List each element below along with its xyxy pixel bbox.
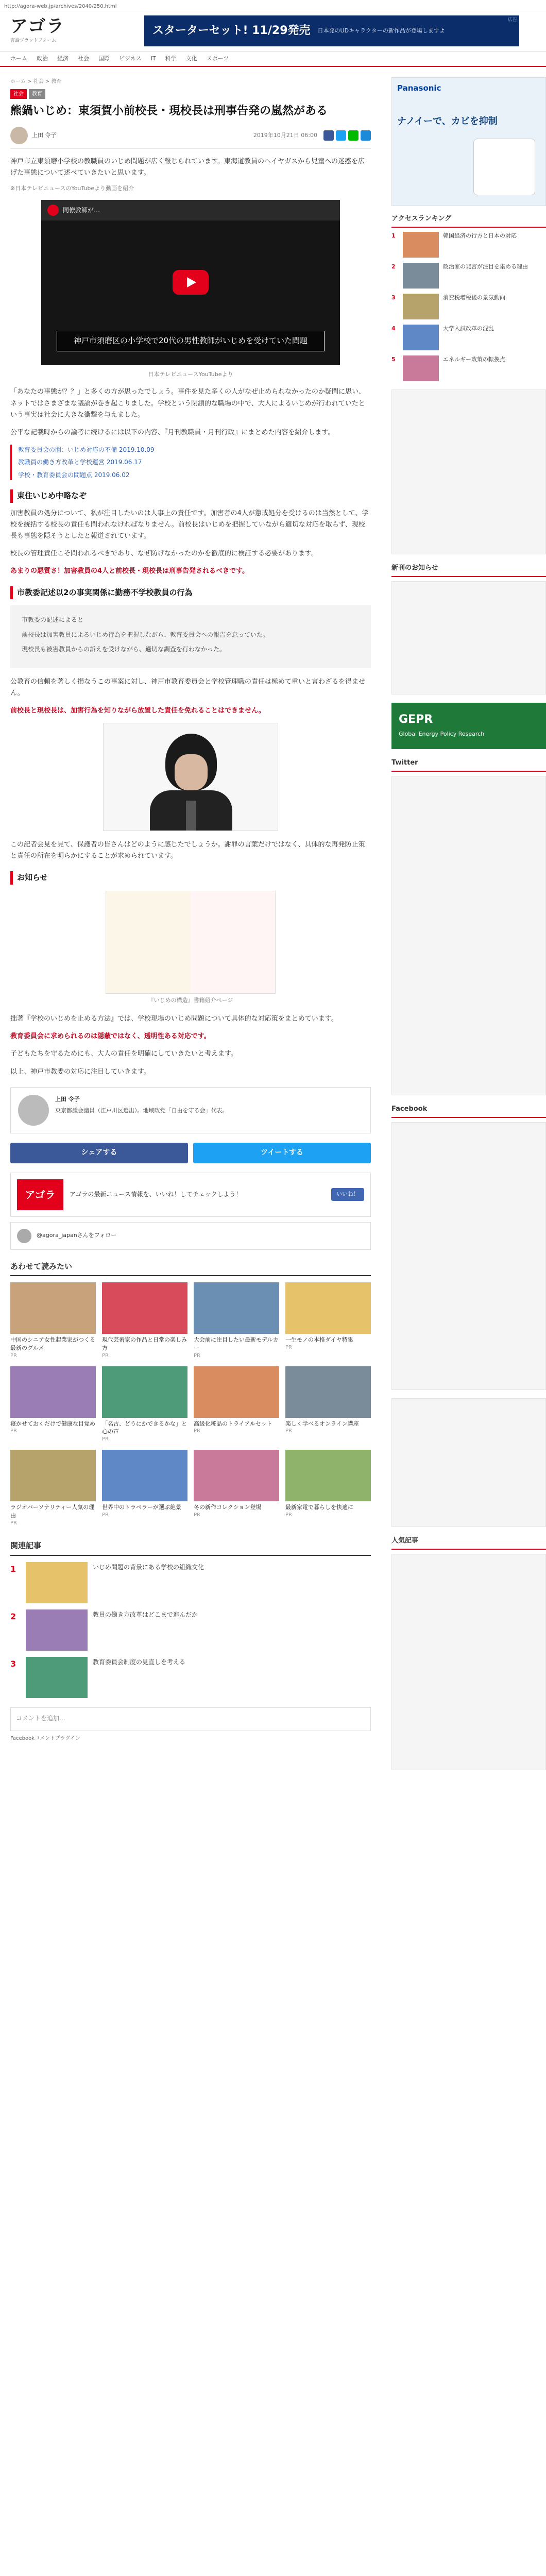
card-pr: PR	[194, 1512, 200, 1518]
top-banner-ad[interactable]	[144, 15, 519, 46]
like-text: アゴラの最新ニュース情報を、いいね！してチェックしよう！	[70, 1191, 242, 1198]
book-image	[106, 891, 276, 994]
card-image	[285, 1282, 371, 1334]
card-title: 最新家電で暮らしを快適に	[285, 1503, 353, 1511]
facebook-share-button[interactable]	[10, 1143, 188, 1163]
card-title: 高級化粧品のトライアルセット	[194, 1420, 272, 1427]
nav-item[interactable]: IT	[150, 55, 156, 62]
sidebar-ranking-item[interactable]	[391, 355, 546, 381]
rank-title: 消費税増税後の景気動向	[443, 294, 505, 301]
ad-tag: 広告	[507, 18, 517, 23]
body-paragraph: 校長の管理責任こそ問われるべきであり、なぜ防げなかったのかを徹底的に検証する必要があります。	[10, 549, 318, 557]
press-conference-photo	[103, 723, 278, 831]
facebook-icon[interactable]	[323, 130, 334, 141]
ad-brand: Panasonic	[397, 83, 441, 93]
publish-date: 2019年10月21日 06:00	[253, 131, 317, 139]
video-caption: 神戸市須磨区の小学校で20代の男性教師がいじめを受けていた問題	[57, 331, 325, 351]
sidebar-ranking-title: アクセスランキング	[391, 213, 546, 228]
ad-text: 日本発のUDキャラクターの新作品が登場しますよ	[317, 27, 445, 34]
site-thumb: アゴラ	[17, 1179, 63, 1210]
rank-title: 教育委員会制度の見直しを考える	[93, 1658, 186, 1666]
twitter-follow-box[interactable]	[10, 1222, 371, 1250]
related-link[interactable]: 教育委員会の闇：いじめ対応の不備 2019.10.09	[18, 446, 155, 453]
facebook-widget	[391, 1104, 546, 1390]
comment-input[interactable]: コメントを追加...	[10, 1707, 371, 1731]
gepr-text: Global Energy Policy Research	[399, 730, 485, 737]
card-image	[102, 1282, 187, 1334]
recommend-card[interactable]	[194, 1450, 279, 1527]
sidebar-ranking-item[interactable]	[391, 232, 546, 258]
ranking-title: 関連記事	[10, 1539, 371, 1556]
emphasis-text: 教育委員会に求められるのは隠蔽ではなく、透明性ある対応です。	[10, 1032, 211, 1041]
section-heading: お知らせ	[10, 871, 371, 885]
twitter-feed[interactable]	[391, 776, 546, 1095]
ranking-item[interactable]	[10, 1562, 371, 1603]
popular-title: 人気記事	[391, 1535, 546, 1550]
card-title: 楽しく学べるオンライン講座	[285, 1420, 359, 1427]
recommend-card[interactable]	[102, 1366, 187, 1444]
section-heading: 東住いじめ中略なぞ	[10, 489, 371, 503]
site-logo[interactable]	[10, 18, 65, 45]
card-title: 中国のシニア女性起業家がつくる最新のグルメ	[10, 1336, 95, 1352]
nav-item[interactable]: 経済	[57, 55, 69, 62]
embedded-video[interactable]	[41, 200, 340, 365]
sidebar-ad-2[interactable]	[391, 1398, 546, 1527]
logo-text: アゴラ	[10, 16, 65, 37]
rank-image	[26, 1562, 88, 1603]
main-column	[10, 77, 371, 1743]
card-pr: PR	[285, 1428, 292, 1434]
article-title: 熊鍋いじめ：東須賀小前校長・現校長は刑事告発の嵐然がある	[10, 105, 328, 117]
nav-item[interactable]: スポーツ	[206, 55, 229, 62]
author-name[interactable]: 上田 令子	[32, 131, 57, 139]
card-title: 一生モノの本格ダイヤ特集	[285, 1336, 353, 1344]
follow-text: @agora_japanさんをフォロー	[37, 1232, 117, 1239]
card-pr: PR	[285, 1512, 292, 1518]
tag-education[interactable]: 教育	[29, 89, 45, 99]
card-pr: PR	[10, 1520, 17, 1526]
card-image	[194, 1282, 279, 1334]
gepr-banner[interactable]	[391, 703, 546, 749]
card-pr: PR	[285, 1345, 292, 1351]
book-cover-image[interactable]	[391, 581, 546, 694]
emphasis-text: あまりの悪質さ！加害教員の4人と前校長・現校長は刑事告発されるべきです。	[10, 567, 249, 575]
rank-title: 政治家の発言が注目を集める理由	[443, 263, 528, 270]
author-row	[10, 127, 371, 149]
card-image	[10, 1282, 96, 1334]
related-link[interactable]: 教職員の働き方改革と学校運営 2019.06.17	[18, 459, 142, 466]
rank-title: エネルギー政策の転換点	[443, 356, 505, 363]
book-page-right	[191, 891, 275, 993]
card-image	[102, 1366, 187, 1418]
rank-image	[403, 355, 439, 381]
recommend-card[interactable]	[194, 1366, 279, 1444]
channel-icon	[47, 205, 59, 216]
article-lead	[10, 156, 371, 194]
like-button[interactable]: いいね！	[331, 1188, 364, 1201]
sidebar-map-ad[interactable]	[391, 389, 546, 554]
tag-social[interactable]: 社会	[10, 89, 27, 99]
recommend-card[interactable]	[194, 1282, 279, 1360]
rank-image	[403, 294, 439, 319]
popular-list	[391, 1554, 546, 1770]
video-topbar	[41, 200, 340, 221]
site-header	[0, 11, 546, 52]
author-profile-name[interactable]: 上田 令子	[55, 1095, 80, 1103]
ad-copy: ナノイーで、カビを抑制	[397, 116, 498, 127]
author-profile-box	[10, 1087, 371, 1133]
card-title: 冬の新作コレクション登場	[194, 1503, 262, 1511]
article-body	[10, 386, 371, 1077]
lead-note: ※日本テレビニュースのYouTubeより動画を紹介	[10, 185, 134, 192]
recommend-grid	[10, 1282, 371, 1527]
nav-item[interactable]: 国際	[98, 55, 110, 62]
author-info	[10, 127, 57, 144]
rank-number: 4	[391, 325, 396, 332]
card-image	[285, 1366, 371, 1418]
body-paragraph: 拙著『学校のいじめを止める方法』では、学校現場のいじめ問題について具体的な対応策をまとめています。	[10, 1015, 338, 1023]
facebook-share-label: シェアする	[81, 1148, 117, 1157]
rank-number: 2	[10, 1611, 16, 1621]
emphasis-text: 前校長と現校長は、加害行為を知りながら放置した責任を免れることはできません。	[10, 706, 265, 715]
twitter-share-label: ツイートする	[261, 1148, 303, 1157]
sidebar-ranking	[391, 213, 546, 381]
section-heading: 市教委記述以2の事実関係に勤務不学校教員の行為	[10, 586, 371, 600]
card-pr: PR	[194, 1428, 200, 1434]
twitter-avatar-icon	[17, 1229, 31, 1243]
book-caption: 『いじめの構造』書籍紹介ページ	[148, 996, 233, 1004]
ranking-item[interactable]	[10, 1609, 371, 1651]
rank-number: 1	[391, 232, 396, 240]
sidebar	[391, 77, 546, 1778]
quote-line: 現校長も被害教員からの訴えを受けながら、適切な調査を行わなかった。	[22, 646, 226, 653]
card-title: 大会前に注目したい最新モデルカー	[194, 1336, 279, 1352]
gepr-title: GEPR	[399, 713, 433, 726]
twitter-icon[interactable]	[336, 130, 346, 141]
card-title: 寝かせておくだけで健康な目覚め	[10, 1420, 95, 1427]
ad-product-image	[473, 139, 535, 195]
twitter-title: Twitter	[391, 757, 546, 772]
video-credit: 日本テレビニュースYouTubeより	[148, 370, 233, 378]
card-pr: PR	[102, 1436, 109, 1443]
line-icon[interactable]	[348, 130, 359, 141]
quote-line: 市教委の記述によると	[22, 616, 84, 624]
card-image	[285, 1450, 371, 1501]
body-paragraph: 公教育の信頼を著しく損なうこの事案に対し、神戸市教育委員会と学校管理職の責任は極めて重いと言わざるを得ません。	[10, 677, 366, 697]
facebook-feed[interactable]	[391, 1122, 546, 1390]
blockquote	[10, 605, 371, 668]
video-title[interactable]: 同僚教師が…	[63, 206, 100, 214]
related-links	[10, 445, 371, 480]
card-pr: PR	[194, 1353, 200, 1359]
body-paragraph: 加害教員の処分について、私が注目したいのは人事上の責任です。加害者の4人が懲戒処分を受けるのは当然として、学校を統括する校長の責任も問われなければなりません。前校長はいじめを把握していながら適切な対応を取らず、現校長も事態を隠そうとしたと報道されています。	[10, 509, 369, 540]
card-title: 現代芸術家の作品と日常の楽しみ方	[102, 1336, 187, 1352]
sidebar-ranking-item[interactable]	[391, 325, 546, 350]
card-image	[194, 1450, 279, 1501]
sidebar-ranking-item[interactable]	[391, 263, 546, 289]
recommend-card[interactable]	[285, 1450, 371, 1527]
body-paragraph: この記者会見を見て、保護者の皆さんはどのように感じたでしょうか。謝罪の言葉だけではなく、具体的な再発防止策と責任の所在を明らかにすることが求められています。	[10, 840, 365, 860]
breadcrumb: ホーム > 社会 > 教育	[10, 79, 62, 84]
hatena-icon[interactable]	[361, 130, 371, 141]
avatar[interactable]	[10, 127, 28, 144]
rank-title: いじめ問題の背景にある学校の組織文化	[93, 1563, 204, 1571]
card-image	[194, 1366, 279, 1418]
sidebar-book	[391, 563, 546, 694]
nav-item[interactable]: 科学	[165, 55, 177, 62]
rank-title: 大学入試改革の混乱	[443, 325, 494, 332]
body-paragraph: 「あなたの事態が？？」と多くの方が思ったでしょう。事件を見た多くの人がなぜ止められなかったのか疑問に思い、ネットではさまざまな議論が巻き起こりました。学校という閉鎖的な職場の中で、大人によるいじめが行われていたという事実は社会に大きな衝撃を与えました。	[10, 388, 366, 419]
rank-image	[26, 1657, 88, 1698]
facebook-comment-plugin: Facebookコメントプラグイン	[10, 1735, 81, 1741]
related-ranking	[10, 1539, 371, 1698]
rank-title: 韓国経済の行方と日本の対応	[443, 232, 517, 240]
url-bar[interactable]: http://agora-web.jp/archives/2040/250.html	[0, 0, 546, 11]
card-pr: PR	[102, 1353, 109, 1359]
body-paragraph: 子どもたちを守るためにも、大人の責任を明確にしていきたいと考えます。	[10, 1050, 237, 1058]
recommend-card[interactable]	[10, 1366, 96, 1444]
share-buttons	[10, 1143, 371, 1163]
related-link[interactable]: 学校・教育委員会の問題点 2019.06.02	[18, 471, 130, 479]
nav-item[interactable]: 社会	[78, 55, 89, 62]
global-nav	[0, 52, 546, 67]
rank-image	[403, 263, 439, 289]
twitter-timeline	[391, 757, 546, 1095]
category-tags	[10, 89, 371, 99]
lead-paragraph: 神戸市立東須磨小学校の教職員のいじめ問題が広く報じられています。東海道教員のヘイヤガスから児童への迷惑を広げた事態について述べていきたいと思います。	[10, 157, 365, 177]
rank-number: 2	[391, 263, 396, 270]
nav-item[interactable]: ビジネス	[119, 55, 142, 62]
card-title: 世界中のトラベラーが選ぶ絶景	[102, 1503, 181, 1511]
recommend-card[interactable]	[10, 1282, 96, 1360]
rank-title: 教員の働き方改革はどこまで進んだか	[93, 1611, 198, 1618]
sidebar-popular	[391, 1535, 546, 1770]
recommend-card[interactable]	[102, 1450, 187, 1527]
sidebar-ranking-item[interactable]	[391, 294, 546, 319]
nav-item[interactable]: ホーム	[10, 55, 27, 62]
card-title: ラジオパーソナリティー人気の理由	[10, 1503, 95, 1519]
card-pr: PR	[10, 1353, 17, 1359]
share-mini-buttons	[323, 130, 371, 141]
quote-line: 前校長は加害教員によるいじめ行為を把握しながら、教育委員会への報告を怠っていた。	[22, 631, 269, 638]
author-profile-text: 東京都議会議員（江戸川区選出）。地域政党「自由を守る会」代表。	[55, 1107, 228, 1114]
logo-subtitle: 言論プラットフォーム	[10, 38, 57, 43]
card-pr: PR	[102, 1512, 109, 1518]
rank-number: 1	[10, 1564, 16, 1574]
book-promo[interactable]	[10, 891, 371, 1006]
rank-number: 5	[391, 356, 396, 363]
recommend-card[interactable]	[285, 1282, 371, 1360]
play-icon[interactable]	[173, 270, 209, 295]
recommend-title: あわせて読みたい	[10, 1260, 371, 1277]
card-pr: PR	[10, 1428, 17, 1434]
facebook-like-box	[10, 1173, 371, 1217]
sidebar-ad[interactable]	[391, 77, 546, 206]
card-title: 「名古、どうにかできるかな」と心の声	[102, 1420, 187, 1435]
ad-title: スターターセット! 11/29発売	[152, 24, 311, 38]
card-image	[10, 1450, 96, 1501]
twitter-share-button[interactable]	[193, 1143, 371, 1163]
rank-image	[26, 1609, 88, 1651]
rank-number: 3	[391, 294, 396, 301]
facebook-title: Facebook	[391, 1104, 546, 1118]
book-page-left	[106, 891, 191, 993]
author-photo	[18, 1095, 49, 1126]
recommend-card[interactable]	[10, 1450, 96, 1527]
card-image	[102, 1450, 187, 1501]
recommend-card[interactable]	[285, 1366, 371, 1444]
sidebar-book-title: 新刊のお知らせ	[391, 563, 546, 577]
closing-paragraph: 以上、神戸市教委の対応に注目していきます。	[10, 1067, 150, 1076]
ranking-item[interactable]	[10, 1657, 371, 1698]
card-image	[10, 1366, 96, 1418]
rank-image	[403, 232, 439, 258]
rank-image	[403, 325, 439, 350]
recommend-card[interactable]	[102, 1282, 187, 1360]
nav-item[interactable]: 文化	[185, 55, 197, 62]
nav-item[interactable]: 政治	[37, 55, 48, 62]
body-paragraph: 公平な記載時からの論考に続けるには以下の内容、『月刊教職員・月刊行政』にまとめた内容を紹介します。	[10, 428, 335, 436]
rank-number: 3	[10, 1658, 16, 1669]
